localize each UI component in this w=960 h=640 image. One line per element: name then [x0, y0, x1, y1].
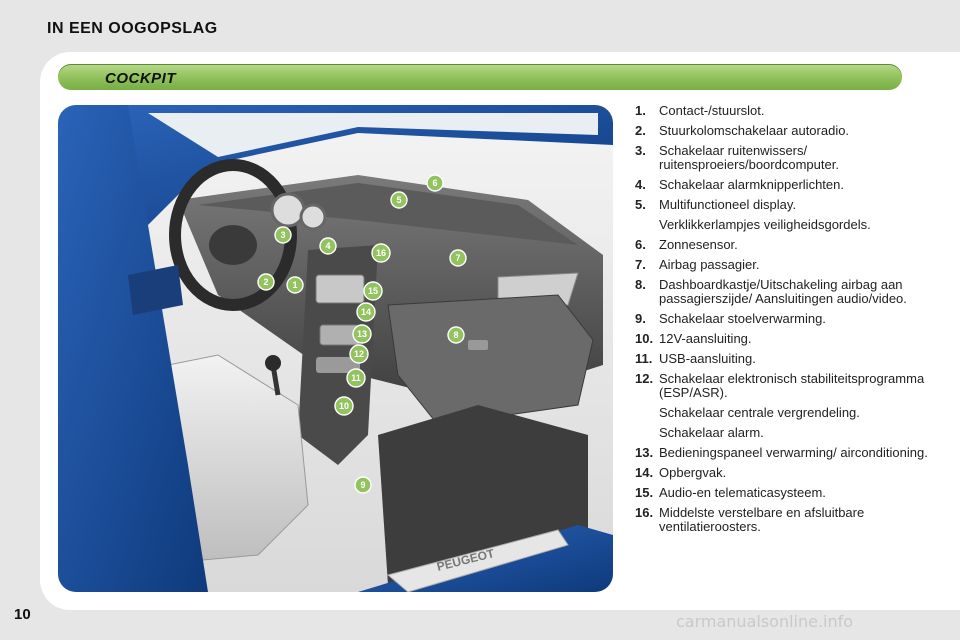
svg-text:13: 13 [356, 329, 368, 339]
svg-text:12: 12 [353, 349, 365, 359]
callout-4 [320, 238, 336, 254]
callout-14 [357, 303, 375, 321]
legend-item: 14. Opbergvak. [635, 465, 727, 480]
callout-10 [335, 397, 353, 415]
svg-text:9: 9 [360, 480, 366, 490]
watermark: carmanualsonline.info [676, 612, 854, 631]
legend-item: 3. Schakelaar ruitenwissers/ ruitensproeiers/boordcomputer. [635, 143, 839, 172]
svg-text:11: 11 [351, 373, 361, 383]
legend-item: 4. Schakelaar alarmknipperlichten. [635, 177, 844, 192]
cockpit-drawing [58, 105, 613, 592]
legend-item: 11. USB-aansluiting. [635, 351, 756, 366]
door-sill-text: PEUGEOT [435, 546, 496, 574]
callout-11 [347, 369, 365, 387]
legend-subline: Schakelaar centrale vergrendeling. [659, 405, 860, 420]
legend-item: 12. Schakelaar elektronisch stabiliteitsprogramma (ESP/ASR). [635, 371, 925, 400]
callout-16 [372, 244, 390, 262]
page-title: IN EEN OOGOPSLAG [47, 20, 218, 37]
callout-3 [275, 227, 291, 243]
legend-item: 6. Zonnesensor. [635, 237, 738, 252]
callout-7 [450, 250, 466, 266]
legend-subline: Schakelaar alarm. [659, 425, 764, 440]
callout-9 [355, 477, 371, 493]
legend-item: 1. Contact-/stuurslot. [635, 103, 765, 118]
svg-text:5: 5 [396, 195, 402, 205]
page-number: 10 [14, 606, 31, 623]
svg-text:8: 8 [453, 330, 459, 340]
svg-text:3: 3 [280, 230, 286, 240]
svg-text:1: 1 [292, 280, 298, 290]
section-banner [58, 64, 902, 90]
svg-text:16: 16 [375, 248, 387, 258]
svg-text:10: 10 [338, 401, 350, 411]
legend-item: 5. Multifunctioneel display. [635, 197, 797, 212]
legend-item: 10. 12V-aansluiting. [635, 331, 752, 346]
svg-text:7: 7 [455, 253, 461, 263]
legend-item: 16. Middelste verstelbare en afsluitbare ventilatieroosters. [635, 505, 865, 534]
legend-item: 2. Stuurkolomschakelaar autoradio. [635, 123, 850, 138]
callout-15 [364, 282, 382, 300]
callout-5 [391, 192, 407, 208]
svg-text:2: 2 [263, 277, 269, 287]
legend-item: 15. Audio-en telematicasysteem. [635, 485, 826, 500]
section-title: COCKPIT [105, 70, 176, 87]
svg-text:14: 14 [360, 307, 372, 317]
callout-1 [287, 277, 303, 293]
legend-subline: Verklikkerlampjes veiligheidsgordels. [659, 217, 871, 232]
callout-2 [258, 274, 274, 290]
svg-text:6: 6 [432, 178, 438, 188]
svg-text:15: 15 [367, 286, 379, 296]
svg-text:4: 4 [325, 241, 331, 251]
legend-item: 9. Schakelaar stoelverwarming. [635, 311, 826, 326]
callout-13 [353, 325, 371, 343]
callout-8 [448, 327, 464, 343]
legend-item: 7. Airbag passagier. [635, 257, 760, 272]
legend-item: 13. Bedieningspaneel verwarming/ airconditioning. [635, 445, 928, 460]
callout-12 [350, 345, 368, 363]
cockpit-illustration [58, 105, 613, 592]
legend-item: 8. Dashboardkastje/Uitschakeling airbag aan passagierszijde/ Aansluitingen audio/video. [635, 277, 907, 306]
callout-6 [427, 175, 443, 191]
legend-list [635, 104, 935, 540]
